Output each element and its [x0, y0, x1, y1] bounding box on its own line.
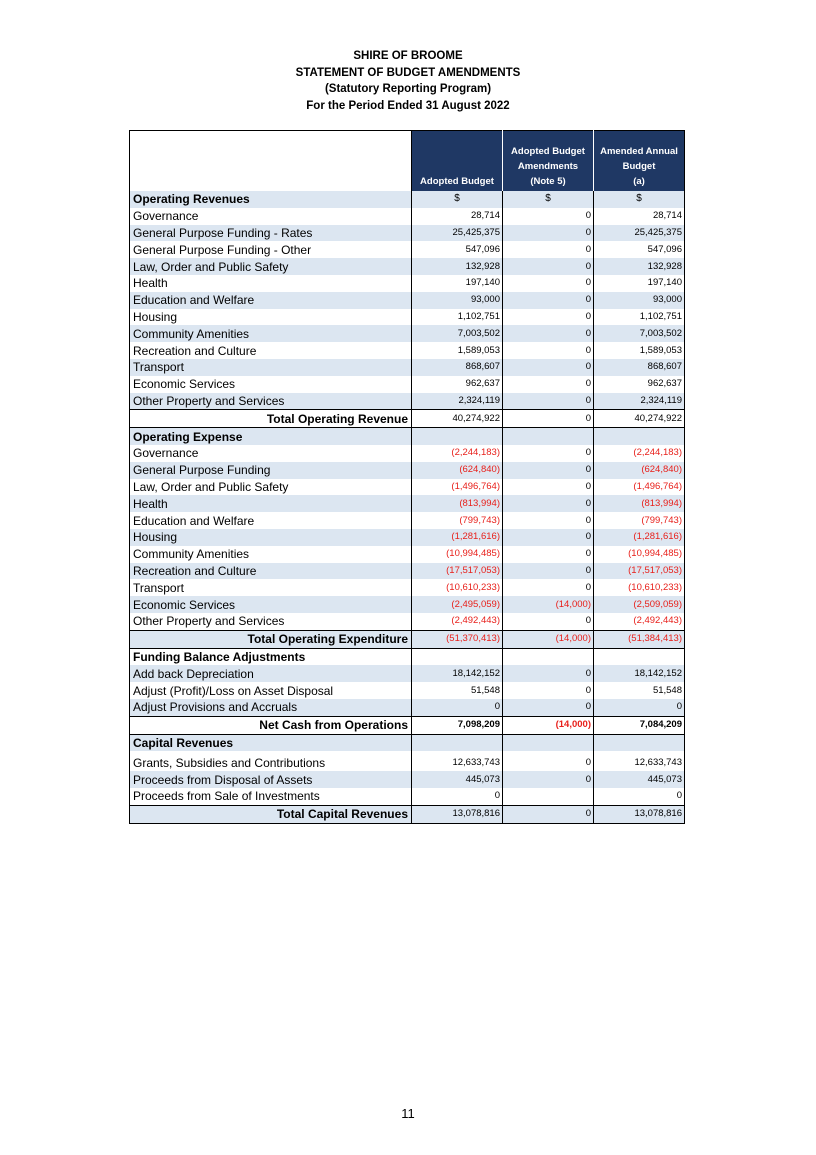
adopted-budget-cell: 28,714 [412, 208, 503, 225]
amended-budget-cell: (10,994,485) [594, 546, 685, 563]
amended-budget-cell: (17,517,053) [594, 563, 685, 580]
row-label: Health [130, 275, 412, 292]
amended-budget-cell: 197,140 [594, 275, 685, 292]
adopted-budget-cell: 18,142,152 [412, 665, 503, 682]
amended-budget-cell: (1,496,764) [594, 479, 685, 496]
row-label: Other Property and Services [130, 613, 412, 630]
table-row [130, 359, 685, 376]
adopted-budget-cell: (799,743) [412, 512, 503, 529]
amended-budget-cell: (51,384,413) [594, 630, 685, 648]
table-row [130, 529, 685, 546]
amendment-cell: 0 [503, 771, 594, 788]
table-row [130, 292, 685, 309]
table-row [130, 258, 685, 275]
adopted-budget-cell: (624,840) [412, 462, 503, 479]
row-label: Proceeds from Sale of Investments [130, 788, 412, 805]
amendment-cell: (14,000) [503, 716, 594, 734]
amendment-cell: 0 [503, 579, 594, 596]
amendment-cell: 0 [503, 529, 594, 546]
table-row [130, 563, 685, 580]
amended-budget-cell [594, 428, 685, 445]
title-entity: SHIRE OF BROOME [353, 50, 463, 62]
amended-budget-cell: 93,000 [594, 292, 685, 309]
adopted-budget-cell: 93,000 [412, 292, 503, 309]
adopted-budget-cell: 7,098,209 [412, 716, 503, 734]
table-row [130, 342, 685, 359]
amendment-cell: 0 [503, 292, 594, 309]
row-label: Add back Depreciation [130, 665, 412, 682]
adopted-budget-cell: (51,370,413) [412, 630, 503, 648]
adopted-budget-cell: 1,589,053 [412, 342, 503, 359]
amendment-cell: 0 [503, 410, 594, 428]
row-label: Proceeds from Disposal of Assets [130, 771, 412, 788]
table-row [130, 682, 685, 699]
amendment-cell: 0 [503, 445, 594, 462]
table-row [130, 309, 685, 326]
table-row [130, 788, 685, 805]
total-label: Total Operating Revenue [130, 410, 412, 428]
row-label: Economic Services [130, 596, 412, 613]
amendment-cell: 0 [503, 258, 594, 275]
row-label: Health [130, 495, 412, 512]
section-row [130, 734, 685, 751]
amendment-cell: $ [503, 191, 594, 208]
table-row [130, 479, 685, 496]
section-heading: Funding Balance Adjustments [130, 648, 412, 665]
amended-budget-cell: 7,003,502 [594, 325, 685, 342]
table-row [130, 771, 685, 788]
row-label: Education and Welfare [130, 512, 412, 529]
row-label: Adjust Provisions and Accruals [130, 699, 412, 716]
adopted-budget-cell: 13,078,816 [412, 805, 503, 823]
adopted-budget-cell: (17,517,053) [412, 563, 503, 580]
adopted-budget-cell: 7,003,502 [412, 325, 503, 342]
row-label: Community Amenities [130, 546, 412, 563]
amendment-cell: 0 [503, 393, 594, 410]
section-row [130, 428, 685, 445]
header-line: (Note 5) [530, 176, 566, 187]
row-label: Grants, Subsidies and Contributions [130, 751, 412, 771]
amended-budget-cell: 12,633,743 [594, 751, 685, 771]
row-label: Governance [130, 445, 412, 462]
row-label: Recreation and Culture [130, 563, 412, 580]
amended-budget-cell: (2,492,443) [594, 613, 685, 630]
title-statement: STATEMENT OF BUDGET AMENDMENTS [295, 66, 521, 79]
header-line: Amendments [517, 161, 579, 172]
adopted-budget-cell: 547,096 [412, 241, 503, 258]
total-label: Total Capital Revenues [130, 805, 412, 823]
adopted-budget-cell: (10,610,233) [412, 579, 503, 596]
amendment-cell: 0 [503, 512, 594, 529]
amendment-cell: 0 [503, 479, 594, 496]
amended-budget-cell: 0 [594, 788, 685, 805]
amended-budget-cell: 40,274,922 [594, 410, 685, 428]
row-label: Transport [130, 579, 412, 596]
table-row [130, 699, 685, 716]
amended-budget-cell: (2,244,183) [594, 445, 685, 462]
amendment-cell: (14,000) [503, 596, 594, 613]
section-row [130, 648, 685, 665]
amended-budget-cell: 132,928 [594, 258, 685, 275]
row-label: Governance [130, 208, 412, 225]
adopted-budget-cell: 51,548 [412, 682, 503, 699]
row-label: Transport [130, 359, 412, 376]
total-label: Net Cash from Operations [130, 716, 412, 734]
amended-budget-cell: (2,509,059) [594, 596, 685, 613]
adopted-budget-cell: (10,994,485) [412, 546, 503, 563]
table-row [130, 208, 685, 225]
table-row [130, 376, 685, 393]
adopted-budget-cell: (813,994) [412, 495, 503, 512]
amendment-cell: 0 [503, 225, 594, 242]
amended-budget-cell: 1,102,751 [594, 309, 685, 326]
row-label: General Purpose Funding - Other [130, 241, 412, 258]
amendment-cell: 0 [503, 699, 594, 716]
adopted-budget-cell [412, 648, 503, 665]
header-line: Adopted Budget [511, 146, 585, 157]
row-label: Community Amenities [130, 325, 412, 342]
adopted-budget-cell: 962,637 [412, 376, 503, 393]
amended-budget-cell: (1,281,616) [594, 529, 685, 546]
adopted-budget-cell [412, 428, 503, 445]
amendment-cell: 0 [503, 751, 594, 771]
adopted-budget-cell: (2,244,183) [412, 445, 503, 462]
table-row [130, 495, 685, 512]
adopted-budget-cell: 40,274,922 [412, 410, 503, 428]
amended-budget-cell: 962,637 [594, 376, 685, 393]
amendment-cell: 0 [503, 342, 594, 359]
table-row [130, 275, 685, 292]
table-row [130, 596, 685, 613]
table-row [130, 579, 685, 596]
amendment-cell [503, 734, 594, 751]
amendment-cell: 0 [503, 613, 594, 630]
table-row [130, 393, 685, 410]
section-heading: Capital Revenues [130, 734, 412, 751]
adopted-budget-cell: 197,140 [412, 275, 503, 292]
amendment-cell: 0 [503, 275, 594, 292]
amendment-cell: (14,000) [503, 630, 594, 648]
amendment-cell: 0 [503, 376, 594, 393]
total-label: Total Operating Expenditure [130, 630, 412, 648]
adopted-budget-cell: (1,281,616) [412, 529, 503, 546]
amendment-cell: 0 [503, 325, 594, 342]
row-label: Law, Order and Public Safety [130, 258, 412, 275]
amendment-cell: 0 [503, 563, 594, 580]
amended-budget-cell: (799,743) [594, 512, 685, 529]
table-row [130, 241, 685, 258]
header-adopted-budget [412, 131, 503, 192]
row-label: Housing [130, 309, 412, 326]
header-blank-cell [130, 131, 412, 192]
amended-budget-cell: (10,610,233) [594, 579, 685, 596]
row-label: General Purpose Funding - Rates [130, 225, 412, 242]
amended-budget-cell: 13,078,816 [594, 805, 685, 823]
header-line: Adopted Budget [420, 176, 494, 187]
amendment-cell [503, 788, 594, 805]
title-program: (Statutory Reporting Program) [324, 83, 492, 95]
row-label: Economic Services [130, 376, 412, 393]
header-budget-amendments [503, 131, 594, 192]
row-label: Law, Order and Public Safety [130, 479, 412, 496]
adopted-budget-cell: (2,495,059) [412, 596, 503, 613]
total-row [130, 630, 685, 648]
amended-budget-cell: 18,142,152 [594, 665, 685, 682]
amended-budget-cell: 868,607 [594, 359, 685, 376]
amended-budget-cell [594, 648, 685, 665]
adopted-budget-cell [412, 734, 503, 751]
report-title-block [0, 48, 816, 114]
amendment-cell: 0 [503, 359, 594, 376]
row-label: Housing [130, 529, 412, 546]
row-label: Adjust (Profit)/Loss on Asset Disposal [130, 682, 412, 699]
row-label: Education and Welfare [130, 292, 412, 309]
header-line: Budget [622, 161, 656, 172]
adopted-budget-cell: 445,073 [412, 771, 503, 788]
table-row [130, 751, 685, 771]
adopted-budget-cell: 132,928 [412, 258, 503, 275]
adopted-budget-cell: 2,324,119 [412, 393, 503, 410]
row-label: Other Property and Services [130, 393, 412, 410]
amendment-cell: 0 [503, 208, 594, 225]
row-label: Recreation and Culture [130, 342, 412, 359]
amended-budget-cell: 25,425,375 [594, 225, 685, 242]
adopted-budget-cell: 1,102,751 [412, 309, 503, 326]
amended-budget-cell: 1,589,053 [594, 342, 685, 359]
total-row [130, 805, 685, 823]
amendment-cell: 0 [503, 495, 594, 512]
adopted-budget-cell: 0 [412, 699, 503, 716]
table-row [130, 445, 685, 462]
amendment-cell [503, 648, 594, 665]
total-row [130, 716, 685, 734]
amended-budget-cell: (624,840) [594, 462, 685, 479]
adopted-budget-cell: 868,607 [412, 359, 503, 376]
adopted-budget-cell: 12,633,743 [412, 751, 503, 771]
table-row [130, 462, 685, 479]
header-amended-annual-budget [594, 131, 685, 192]
section-heading: Operating Revenues [130, 191, 412, 208]
table-row [130, 665, 685, 682]
amended-budget-cell: 2,324,119 [594, 393, 685, 410]
amended-budget-cell: 547,096 [594, 241, 685, 258]
table-row [130, 225, 685, 242]
amendment-cell: 0 [503, 546, 594, 563]
adopted-budget-cell: $ [412, 191, 503, 208]
adopted-budget-cell: (1,496,764) [412, 479, 503, 496]
table-row [130, 512, 685, 529]
table-row [130, 325, 685, 342]
header-line: (a) [633, 176, 645, 187]
amendment-cell: 0 [503, 665, 594, 682]
row-label: General Purpose Funding [130, 462, 412, 479]
header-line: Amended Annual [600, 146, 678, 157]
amendment-cell: 0 [503, 241, 594, 258]
amendment-cell [503, 428, 594, 445]
amended-budget-cell: 51,548 [594, 682, 685, 699]
adopted-budget-cell: (2,492,443) [412, 613, 503, 630]
table-header-row [130, 131, 685, 192]
page-number: 11 [401, 1106, 415, 1121]
amended-budget-cell: (813,994) [594, 495, 685, 512]
amendment-cell: 0 [503, 462, 594, 479]
section-heading: Operating Expense [130, 428, 412, 445]
amendment-cell: 0 [503, 805, 594, 823]
amended-budget-cell: 0 [594, 699, 685, 716]
amended-budget-cell: 7,084,209 [594, 716, 685, 734]
table-row [130, 613, 685, 630]
amended-budget-cell [594, 734, 685, 751]
table-row [130, 546, 685, 563]
title-period: For the Period Ended 31 August 2022 [306, 99, 510, 112]
adopted-budget-cell: 0 [412, 788, 503, 805]
budget-amendments-table [129, 130, 685, 824]
total-row [130, 410, 685, 428]
amended-budget-cell: 28,714 [594, 208, 685, 225]
amended-budget-cell: 445,073 [594, 771, 685, 788]
amended-budget-cell: $ [594, 191, 685, 208]
section-row [130, 191, 685, 208]
amendment-cell: 0 [503, 309, 594, 326]
adopted-budget-cell: 25,425,375 [412, 225, 503, 242]
amendment-cell: 0 [503, 682, 594, 699]
